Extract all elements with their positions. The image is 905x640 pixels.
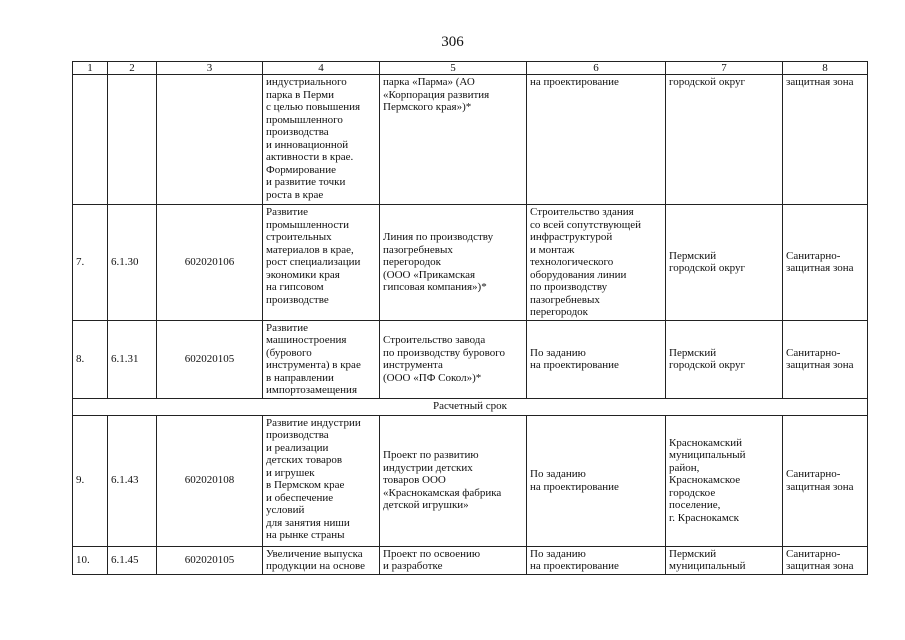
col-header-5: 5 [380, 62, 527, 75]
cell-line: (ООО «ПФ Сокол»)* [383, 371, 482, 384]
cell-line: машиностроения [266, 334, 347, 346]
col-header-2: 2 [108, 62, 157, 75]
cell-line: Строительство здания [530, 206, 634, 218]
header-row [73, 62, 868, 75]
cell-line: по производству [530, 281, 608, 293]
cell-line: Проект по освоению [383, 547, 481, 560]
work-cell [527, 546, 666, 574]
row-number [73, 75, 108, 205]
cell-line: Формирование [266, 163, 336, 176]
cell-line: Пермского края»)* [383, 101, 472, 113]
location-cell [666, 415, 783, 546]
cell-line: «Корпорация развития [383, 88, 490, 101]
cell-line: с целью повышения [266, 101, 361, 113]
cell-line: инструмента [383, 359, 443, 371]
cell-line: на проектирование [530, 480, 619, 493]
cell-line: Санитарно- [786, 547, 841, 560]
object-cell [380, 415, 527, 546]
cell-line: перегородок [383, 256, 442, 268]
cell-line: перегородок [530, 306, 589, 318]
col-header-1: 1 [73, 62, 108, 75]
col-header-7: 7 [666, 62, 783, 75]
cell-line: в направлении [266, 371, 334, 384]
cell-line: пазогребневых [383, 243, 453, 256]
row-number: 9. [73, 415, 108, 546]
table-row [73, 415, 868, 546]
col-header-8: 8 [783, 62, 868, 75]
cell-line: По заданию [530, 468, 586, 480]
cell-line: Развитие [266, 206, 309, 218]
cell-line: на рынке страны [266, 529, 345, 541]
row-number: 8. [73, 320, 108, 398]
zone-cell [783, 415, 868, 546]
cell-line: По заданию [530, 346, 586, 359]
cell-line: Санитарно- [786, 468, 841, 480]
cell-line: на проектирование [530, 359, 619, 371]
purpose-cell [263, 75, 380, 205]
cell-line: на проектирование [530, 76, 619, 88]
cell-line: и инновационной [266, 138, 349, 151]
cell-line: городское [669, 486, 716, 499]
zone-cell [783, 320, 868, 398]
cell-line: импортозамещения [266, 384, 358, 396]
zone-cell [783, 75, 868, 205]
cell-line: Краснокамское [669, 474, 741, 487]
cell-line: рост специализации [266, 256, 361, 268]
cell-line: инфраструктурой [530, 231, 613, 243]
row-id: 602020108 [157, 415, 263, 546]
cell-line: По заданию [530, 547, 586, 560]
cell-line: оборудования линии [530, 268, 627, 281]
row-id [157, 75, 263, 205]
cell-line: городской округ [669, 359, 746, 371]
cell-line: и развитие точки [266, 176, 346, 188]
cell-line: Увеличение выпуска [266, 547, 363, 560]
page-number: 306 [441, 34, 464, 50]
row-code: 6.1.45 [108, 546, 157, 574]
cell-line: экономики края [266, 268, 340, 281]
cell-line: материалов в крае, [266, 243, 354, 256]
cell-line: Пермский [669, 249, 717, 262]
cell-line: Проект по развитию [383, 449, 479, 462]
object-cell [380, 546, 527, 574]
cell-line: г. Краснокамск [669, 511, 740, 524]
section-label: Расчетный срок [73, 398, 868, 415]
row-code: 6.1.31 [108, 320, 157, 398]
purpose-cell [263, 415, 380, 546]
work-cell [527, 205, 666, 321]
location-cell [666, 546, 783, 574]
cell-line: (бурового [266, 346, 312, 359]
row-id: 602020105 [157, 546, 263, 574]
table-row [73, 205, 868, 321]
cell-line: Санитарно- [786, 249, 841, 262]
cell-line: промышленности [266, 218, 349, 231]
location-cell [666, 75, 783, 205]
cell-line: Санитарно- [786, 346, 841, 359]
cell-line: детской игрушки» [383, 499, 469, 512]
cell-line: и игрушек [266, 466, 315, 479]
table-row [73, 320, 868, 398]
row-number: 7. [73, 205, 108, 321]
cell-line: активности в крае. [266, 151, 354, 163]
cell-line: «Краснокамская фабрика [383, 486, 502, 499]
cell-line: защитная зона [786, 76, 854, 88]
cell-line: район, [669, 461, 700, 474]
cell-line: и разработке [383, 560, 443, 572]
row-code: 6.1.30 [108, 205, 157, 321]
data-table [72, 61, 868, 575]
cell-line: технологического [530, 256, 614, 268]
row-code [108, 75, 157, 205]
cell-line: в Пермском крае [266, 479, 345, 491]
cell-line: и реализации [266, 441, 329, 454]
zone-cell [783, 546, 868, 574]
row-id: 602020106 [157, 205, 263, 321]
cell-line: защитная зона [786, 359, 854, 371]
cell-line: Развитие [266, 321, 309, 334]
work-cell [527, 75, 666, 205]
cell-line: производства [266, 126, 329, 138]
cell-line: Строительство завода [383, 334, 486, 346]
table-row [73, 546, 868, 574]
cell-line: защитная зона [786, 262, 854, 275]
cell-line: товаров ООО [383, 474, 446, 487]
col-header-3: 3 [157, 62, 263, 75]
cell-line: индустрии детских [383, 461, 473, 474]
cell-line: продукции на основе [266, 560, 365, 572]
zone-cell [783, 205, 868, 321]
cell-line: условий [266, 504, 305, 516]
cell-line: парка «Парма» (АО [383, 76, 475, 88]
cell-line: производстве [266, 293, 329, 306]
location-cell [666, 320, 783, 398]
cell-line: защитная зона [786, 560, 854, 572]
cell-line: Краснокамский [669, 436, 743, 449]
cell-line: (ООО «Прикамская [383, 268, 476, 281]
cell-line: гипсовая компания»)* [383, 281, 487, 293]
cell-line: городской округ [669, 262, 746, 275]
col-header-6: 6 [527, 62, 666, 75]
purpose-cell [263, 320, 380, 398]
purpose-cell [263, 205, 380, 321]
cell-line: инструмента) в крае [266, 359, 361, 371]
cell-line: Линия по производству [383, 231, 494, 243]
row-id: 602020105 [157, 320, 263, 398]
cell-line: пазогребневых [530, 293, 600, 306]
cell-line: роста в крае [266, 188, 324, 201]
cell-line: Развитие индустрии [266, 416, 361, 429]
cell-line: муниципальный [669, 560, 746, 572]
cell-line: на гипсовом [266, 281, 324, 293]
cell-line: производства [266, 429, 329, 441]
cell-line: муниципальный [669, 449, 746, 462]
location-cell [666, 205, 783, 321]
section-row [73, 398, 868, 415]
cell-line: городской округ [669, 76, 746, 88]
cell-line: Пермский [669, 346, 717, 359]
cell-line: строительных [266, 231, 332, 243]
cell-line: и монтаж [530, 243, 575, 256]
object-cell [380, 320, 527, 398]
object-cell [380, 75, 527, 205]
cell-line: защитная зона [786, 480, 854, 493]
cell-line: и обеспечение [266, 491, 334, 504]
cell-line: на проектирование [530, 560, 619, 572]
row-number: 10. [73, 546, 108, 574]
cell-line: детских товаров [266, 454, 343, 466]
cell-line: поселение, [669, 499, 721, 512]
cell-line: со всей сопутствующей [530, 218, 641, 231]
cell-line: промышленного [266, 113, 343, 126]
purpose-cell [263, 546, 380, 574]
work-cell [527, 320, 666, 398]
row-code: 6.1.43 [108, 415, 157, 546]
cell-line: парка в Перми [266, 88, 335, 101]
col-header-4: 4 [263, 62, 380, 75]
cell-line: для занятия ниши [266, 516, 350, 529]
object-cell [380, 205, 527, 321]
work-cell [527, 415, 666, 546]
cell-line: по производству бурового [383, 346, 505, 359]
cell-line: Пермский [669, 547, 717, 560]
cell-line: индустриального [266, 76, 347, 88]
table-row [73, 75, 868, 205]
